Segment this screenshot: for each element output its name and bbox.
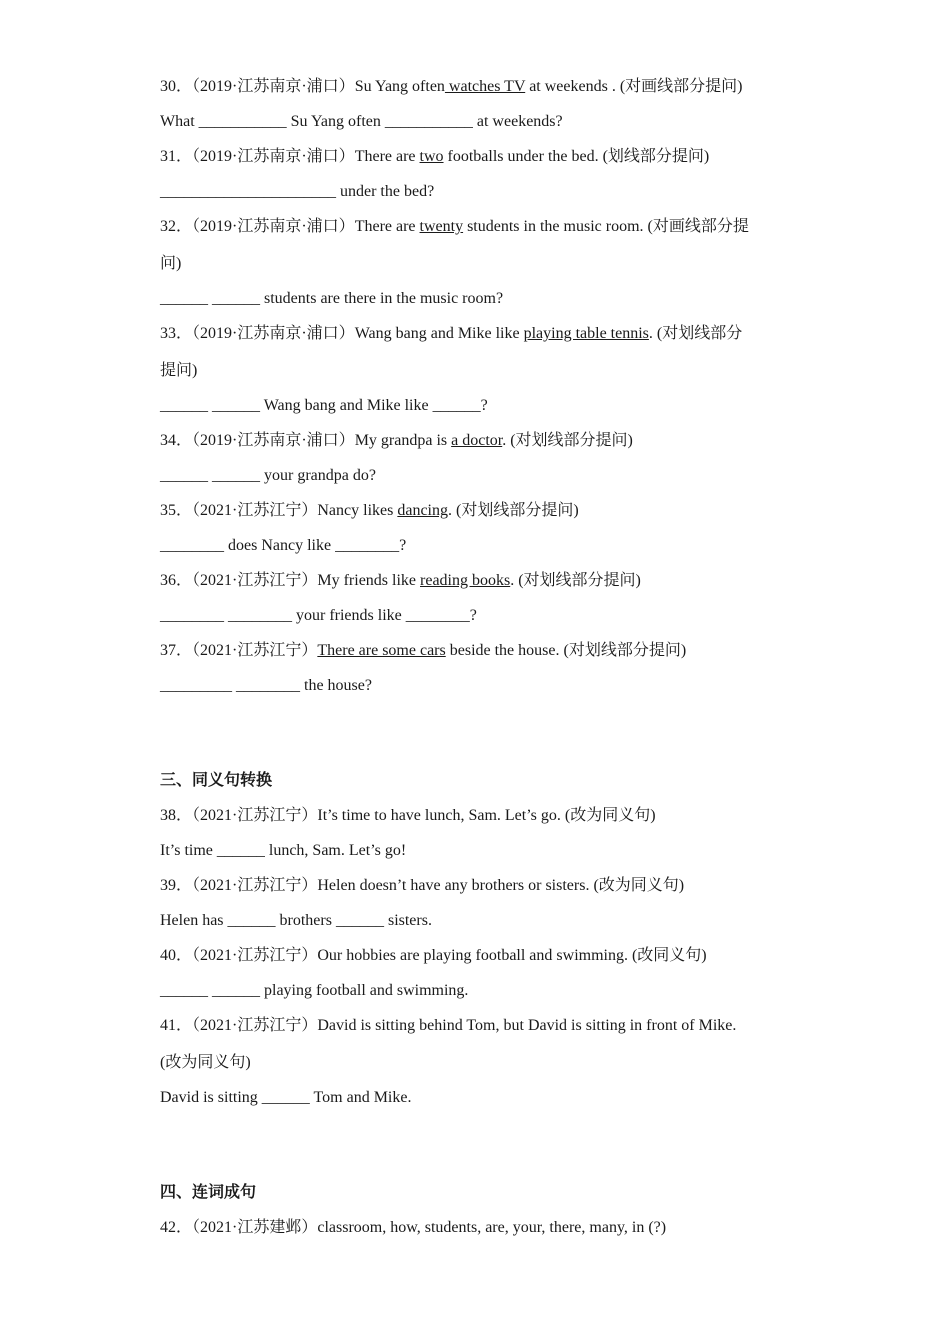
question-text: There are xyxy=(354,148,420,165)
question-instruction: . (对划线部分 xyxy=(648,325,743,342)
question-text: David is sitting behind Tom, but David is sitting in front of Mike. xyxy=(317,1017,737,1034)
question-text: Nancy likes xyxy=(317,502,398,519)
answer-line-36: ________ ________ your friends like ________? xyxy=(160,607,477,624)
answer-line-40: ______ ______ playing football and swimming. xyxy=(160,982,469,999)
question-41 xyxy=(160,1016,800,1036)
question-instruction: students in the music room. (对画线部分提 xyxy=(463,218,749,235)
answer-line-38: It’s time ______ lunch, Sam. Let’s go! xyxy=(160,842,407,859)
question-number: 30． xyxy=(160,78,193,95)
answer-line-37: _________ ________ the house? xyxy=(160,677,372,694)
question-number: 42． xyxy=(160,1219,193,1236)
question-instruction: at weekends . (对画线部分提问) xyxy=(525,78,743,95)
question-number: 40． xyxy=(160,947,193,964)
question-37 xyxy=(160,641,800,661)
section-heading-word-order: 四、连词成句 xyxy=(160,1182,257,1201)
answer-line-34: ______ ______ your grandpa do? xyxy=(160,467,376,484)
question-continuation: (改为同义句) xyxy=(160,1054,251,1071)
section-heading-synonym: 三、同义句转换 xyxy=(160,770,273,789)
underlined-phrase: two xyxy=(419,148,444,165)
question-31 xyxy=(160,147,800,167)
question-36 xyxy=(160,571,800,591)
question-source: （2019·江苏南京·浦口） xyxy=(192,78,355,95)
question-32 xyxy=(160,217,800,237)
underlined-phrase: reading books xyxy=(420,572,511,589)
question-continuation: 问) xyxy=(160,255,182,272)
question-33 xyxy=(160,324,800,344)
answer-line-32: ______ ______ students are there in the music room? xyxy=(160,290,504,307)
question-source: （2019·江苏南京·浦口） xyxy=(192,218,355,235)
question-source: （2021·江苏江宁） xyxy=(192,502,318,519)
question-text: My friends like xyxy=(317,572,421,589)
question-source: （2019·江苏南京·浦口） xyxy=(192,432,355,449)
underlined-phrase: dancing xyxy=(397,502,448,519)
worksheet-page xyxy=(160,70,800,1238)
underlined-phrase: watches TV xyxy=(444,78,526,95)
question-text: Helen doesn’t have any brothers or sisters. (改为同义句) xyxy=(317,877,685,894)
question-text: Su Yang often xyxy=(354,78,445,95)
question-35 xyxy=(160,501,800,521)
answer-line-41: David is sitting ______ Tom and Mike. xyxy=(160,1089,412,1106)
question-42 xyxy=(160,1218,800,1238)
question-30 xyxy=(160,77,800,97)
question-number: 35． xyxy=(160,502,193,519)
question-instruction: . (对划线部分提问) xyxy=(510,572,641,589)
question-text: Our hobbies are playing football and swimming. (改同义句) xyxy=(317,947,707,964)
question-39 xyxy=(160,876,800,896)
answer-line-31: ______________________ under the bed? xyxy=(160,183,435,200)
question-40 xyxy=(160,946,800,966)
question-number: 39． xyxy=(160,877,193,894)
answer-line-39: Helen has ______ brothers ______ sisters. xyxy=(160,912,432,929)
question-text: There are xyxy=(354,218,420,235)
underlined-phrase: a doctor xyxy=(451,432,503,449)
question-source: （2021·江苏江宁） xyxy=(192,1017,318,1034)
question-source: （2021·江苏江宁） xyxy=(192,572,318,589)
question-source: （2021·江苏江宁） xyxy=(192,642,318,659)
question-number: 32． xyxy=(160,218,193,235)
question-text: classroom, how, students, are, your, there, many, in (?) xyxy=(317,1219,667,1236)
underlined-phrase: There are some cars xyxy=(317,642,446,659)
question-source: （2021·江苏江宁） xyxy=(192,947,318,964)
question-source: （2021·江苏江宁） xyxy=(192,807,318,824)
question-text: Wang bang and Mike like xyxy=(354,325,524,342)
question-source: （2019·江苏南京·浦口） xyxy=(192,325,355,342)
question-number: 36． xyxy=(160,572,193,589)
answer-line-30: What ___________ Su Yang often ___________ at weekends? xyxy=(160,113,563,130)
answer-line-33: ______ ______ Wang bang and Mike like ______? xyxy=(160,397,488,414)
question-text: My grandpa is xyxy=(354,432,452,449)
underlined-phrase: twenty xyxy=(419,218,464,235)
answer-line-35: ________ does Nancy like ________? xyxy=(160,537,407,554)
question-number: 34． xyxy=(160,432,193,449)
question-instruction: footballs under the bed. (划线部分提问) xyxy=(443,148,710,165)
question-38 xyxy=(160,806,800,826)
question-34 xyxy=(160,431,800,451)
question-instruction: . (对划线部分提问) xyxy=(502,432,633,449)
question-number: 37． xyxy=(160,642,193,659)
question-text: It’s time to have lunch, Sam. Let’s go. (改为同义句) xyxy=(317,807,656,824)
question-instruction: beside the house. (对划线部分提问) xyxy=(445,642,687,659)
question-source: （2019·江苏南京·浦口） xyxy=(192,148,355,165)
question-number: 41． xyxy=(160,1017,193,1034)
question-number: 33． xyxy=(160,325,193,342)
question-number: 31． xyxy=(160,148,193,165)
question-source: （2021·江苏建邺） xyxy=(192,1219,318,1236)
question-number: 38． xyxy=(160,807,193,824)
question-instruction: . (对划线部分提问) xyxy=(448,502,579,519)
underlined-phrase: playing table tennis xyxy=(523,325,649,342)
question-source: （2021·江苏江宁） xyxy=(192,877,318,894)
question-continuation: 提问) xyxy=(160,362,198,379)
